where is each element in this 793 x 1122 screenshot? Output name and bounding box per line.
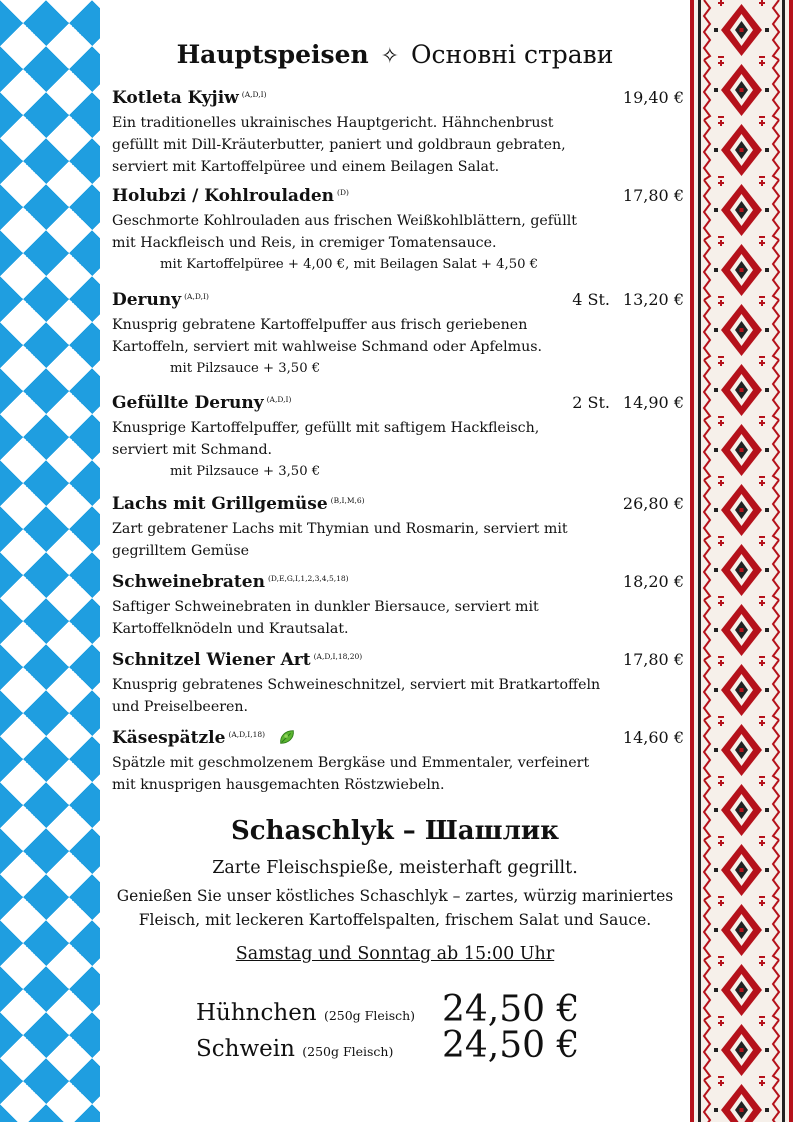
- desc-line: mit Hackfleisch und Reis, in cremiger Tomatensauce.: [112, 235, 497, 251]
- desc-line: gefüllt mit Dill-Kräuterbutter, paniert und goldbraun gebraten,: [112, 137, 566, 153]
- menu-item-deruny: [112, 290, 684, 380]
- item-description: [112, 596, 592, 640]
- item-price: 17,80 €: [622, 186, 684, 205]
- item-extras: mit Kartoffelpüree + 4,00 €, mit Beilagen Salat + 4,50 €: [160, 257, 539, 272]
- option-name: [196, 1036, 393, 1062]
- menu-item-gefuellte-deruny: [112, 393, 684, 483]
- item-price: 26,80 €: [622, 494, 684, 513]
- price-row-huehnchen: [196, 990, 616, 1030]
- item-price: 13,20 €: [622, 290, 684, 309]
- item-name: Holubzi / Kohlrouladen: [112, 186, 335, 206]
- item-name: Gefüllte Deruny: [112, 393, 264, 413]
- item-name: Deruny: [112, 290, 182, 310]
- item-quantity: 4 St.: [572, 290, 610, 309]
- desc-line: Knusprig gebratene Kartoffelpuffer aus frisch geriebenen: [112, 317, 528, 333]
- item-allergens: (D,E,G,I,1,2,3,4,5,18): [267, 573, 349, 583]
- desc-line: Genießen Sie unser köstliches Schaschlyk – zartes, würzig mariniertes: [116, 887, 674, 905]
- item-allergens: (A,D,I): [184, 291, 209, 301]
- item-name: Kotleta Kyjiw: [112, 88, 239, 108]
- option-price: 24,50 €: [442, 989, 580, 1030]
- sparkle-separator-icon: ✧: [380, 44, 400, 69]
- item-allergens: (B,I,M,6): [330, 495, 365, 505]
- item-allergens: (A,D,I): [241, 89, 267, 99]
- item-quantity: 2 St.: [572, 393, 610, 412]
- desc-line: Saftiger Schweinebraten in dunkler Biersauce, serviert mit: [112, 599, 539, 615]
- desc-line: serviert mit Schmand.: [112, 442, 273, 458]
- desc-line: Ein traditionelles ukrainisches Hauptgericht. Hähnchenbrust: [112, 115, 554, 131]
- item-name: Käsespätzle: [112, 728, 226, 748]
- item-description: [112, 417, 592, 461]
- item-description: [112, 518, 592, 562]
- menu-item-schweinebraten: [112, 572, 684, 640]
- desc-line: serviert mit Kartoffelpüree und einem Beilagen Salat.: [112, 159, 500, 175]
- section-title-main-dishes: [100, 40, 690, 69]
- item-allergens: (D): [337, 187, 349, 197]
- item-price: 19,40 €: [622, 88, 684, 107]
- item-allergens: (A,D,I): [266, 394, 292, 404]
- desc-line: Spätzle mit geschmolzenem Bergkäse und Emmentaler, verfeinert: [112, 755, 590, 771]
- schaschlyk-availability: Samstag und Sonntag ab 15:00 Uhr: [235, 944, 555, 964]
- item-price: 14,90 €: [622, 393, 684, 412]
- option-name: [196, 1000, 415, 1026]
- desc-line: Geschmorte Kohlrouladen aus frischen Weißkohlblättern, gefüllt: [112, 213, 577, 229]
- vegetarian-leaf-icon: [278, 728, 296, 746]
- option-note: (250g Fleisch): [302, 1044, 394, 1059]
- menu-item-holubzi: [112, 186, 684, 276]
- desc-line: Kartoffeln, serviert mit wahlweise Schmand oder Apfelmus.: [112, 339, 543, 355]
- item-description: [112, 674, 612, 718]
- item-extras: mit Pilzsauce + 3,50 €: [170, 464, 321, 479]
- desc-line: Knusprige Kartoffelpuffer, gefüllt mit saftigem Hackfleisch,: [112, 420, 540, 436]
- option-note: (250g Fleisch): [323, 1008, 416, 1023]
- menu-page: [100, 0, 690, 1122]
- item-description: [112, 314, 592, 358]
- item-price: 14,60 €: [622, 728, 684, 747]
- desc-line: und Preiselbeeren.: [112, 699, 249, 715]
- section-title-schaschlyk: Schaschlyk – Шашлик: [231, 816, 559, 846]
- menu-item-kotleta-kyjiw: [112, 88, 684, 178]
- item-name: Schnitzel Wiener Art: [112, 650, 311, 670]
- schaschlyk-description: [100, 884, 690, 932]
- desc-line: Fleisch, mit leckeren Kartoffelspalten, frischem Salat und Sauce.: [138, 911, 652, 929]
- desc-line: Knusprig gebratenes Schweineschnitzel, serviert mit Bratkartoffeln: [112, 677, 601, 693]
- desc-line: Kartoffelknödeln und Krautsalat.: [112, 621, 349, 637]
- menu-item-lachs: [112, 494, 684, 562]
- option-label: Schwein: [196, 1036, 295, 1062]
- bavarian-diamond-border: [0, 0, 100, 1122]
- menu-item-kaesespaetzle: [112, 728, 684, 796]
- item-extras: mit Pilzsauce + 3,50 €: [170, 361, 321, 376]
- item-allergens: (A,D,I,18,20): [313, 651, 363, 661]
- menu-item-schnitzel: [112, 650, 684, 718]
- item-name: Lachs mit Grillgemüse: [112, 494, 328, 514]
- desc-line: gegrilltem Gemüse: [112, 543, 250, 559]
- desc-line: Zart gebratener Lachs mit Thymian und Rosmarin, serviert mit: [112, 521, 568, 537]
- item-name: Schweinebraten: [112, 572, 265, 592]
- option-price: 24,50 €: [442, 1025, 580, 1066]
- embroidery-border: [690, 0, 793, 1122]
- title-ukrainian: Основні страви: [411, 40, 614, 69]
- item-price: 18,20 €: [622, 572, 684, 591]
- item-allergens: (A,D,I,18): [228, 729, 266, 739]
- title-german: Hauptspeisen: [176, 40, 369, 69]
- desc-line: mit knusprigen hausgemachten Röstzwiebeln.: [112, 777, 445, 793]
- schaschlyk-subtitle: Zarte Fleischspieße, meisterhaft gegrillt.: [212, 858, 578, 878]
- option-label: Hühnchen: [196, 1000, 317, 1026]
- item-price: 17,80 €: [622, 650, 684, 669]
- item-description: [112, 210, 592, 254]
- item-description: [112, 752, 592, 796]
- item-description: [112, 112, 592, 178]
- price-row-schwein: [196, 1026, 616, 1066]
